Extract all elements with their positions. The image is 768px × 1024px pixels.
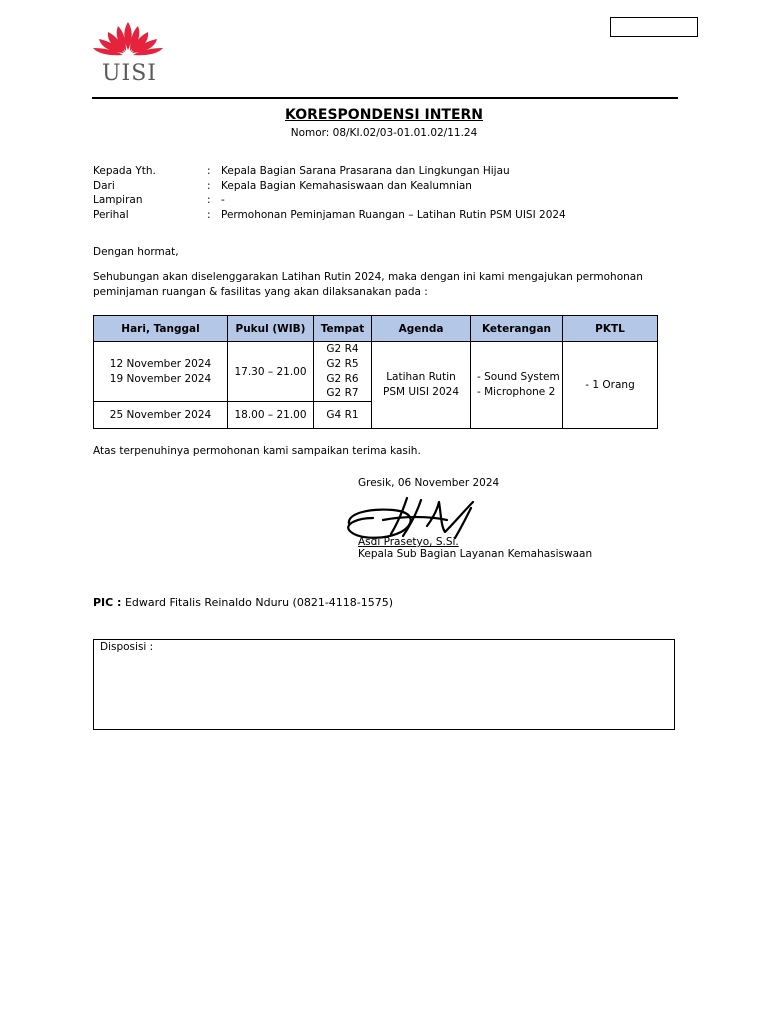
schedule-table [93, 315, 658, 429]
meta-colon: : [207, 165, 211, 177]
memo-number: Nomor: 08/KI.02/03-01.01.02/11.24 [290, 127, 478, 139]
meta-row-recipient [93, 164, 566, 179]
signer-name: Asdi Prasetyo, S.Si. [358, 536, 459, 548]
table-row [94, 342, 658, 402]
agenda-cell: Latihan Rutin PSM UISI 2024 [372, 342, 471, 429]
table-header-row [94, 316, 658, 342]
meta-row-subject [93, 208, 566, 223]
closing-sentence: Atas terpenuhinya permohonan kami sampaikan terima kasih. [93, 445, 421, 457]
signer-block [358, 536, 592, 560]
intro-line: Sehubungan akan diselenggarakan Latihan Rutin 2024, maka dengan ini kami mengajukan permohonan [93, 271, 643, 283]
meta-colon: : [207, 194, 211, 207]
meta-value: - [221, 194, 225, 207]
header-cell-time: Pukul (WIB) [228, 316, 314, 342]
place-cell: G4 R1 [314, 402, 372, 429]
meta-value: Kepala Bagian Sarana Prasarana dan Lingkungan Hijau [221, 165, 510, 177]
logo-text: UISI [102, 61, 157, 86]
time-cell: 18.00 – 21.00 [228, 402, 314, 429]
meta-value: Kepala Bagian Kemahasiswaan dan Kealumnian [221, 179, 472, 192]
header-cell-agenda: Agenda [372, 316, 471, 342]
intro-paragraph [93, 270, 643, 300]
greeting: Dengan hormat, [93, 246, 179, 258]
header-cell-notes: Keterangan [471, 316, 563, 342]
date-cell: 25 November 2024 [94, 402, 228, 429]
meta-colon: : [207, 209, 211, 222]
disposition-label: Disposisi : [100, 641, 154, 653]
place-cell: G2 R4 G2 R5 G2 R6 G2 R7 [314, 342, 372, 402]
lotus-logo-icon [90, 20, 166, 62]
pic-label: PIC : [93, 596, 122, 609]
signer-position: Kepala Sub Bagian Layanan Kemahasiswaan [358, 548, 593, 560]
place-date: Gresik, 06 November 2024 [358, 477, 500, 489]
pktl-cell: - 1 Orang [563, 342, 658, 429]
meta-row-attachment [93, 193, 566, 208]
meta-key: Perihal [93, 209, 129, 222]
header-cell-pktl: PKTL [563, 316, 658, 342]
uisi-logo [88, 20, 168, 88]
meta-value: Permohonan Peminjaman Ruangan – Latihan Rutin PSM UISI 2024 [221, 209, 566, 222]
header-cell-place: Tempat [314, 316, 372, 342]
header-divider [92, 97, 678, 99]
time-cell: 17.30 – 21.00 [228, 342, 314, 402]
memo-meta [93, 164, 566, 223]
meta-colon: : [207, 179, 211, 192]
notes-cell: - Sound System - Microphone 2 [471, 342, 563, 429]
memo-title: KORESPONDENSI INTERN [284, 107, 484, 123]
intro-line: peminjaman ruangan & fasilitas yang akan dilaksanakan pada : [93, 286, 428, 298]
meta-row-sender [93, 179, 566, 194]
meta-key: Lampiran [93, 194, 143, 207]
disposition-box [93, 639, 675, 730]
meta-key: Dari [93, 179, 115, 192]
pic-value: Edward Fitalis Reinaldo Nduru (0821-4118-1575) [124, 596, 394, 609]
document-id-box [610, 17, 698, 37]
pic-line [93, 596, 393, 609]
date-cell: 12 November 2024 19 November 2024 [94, 342, 228, 402]
header-cell-date: Hari, Tanggal [94, 316, 228, 342]
meta-key: Kepada Yth. [93, 165, 156, 177]
